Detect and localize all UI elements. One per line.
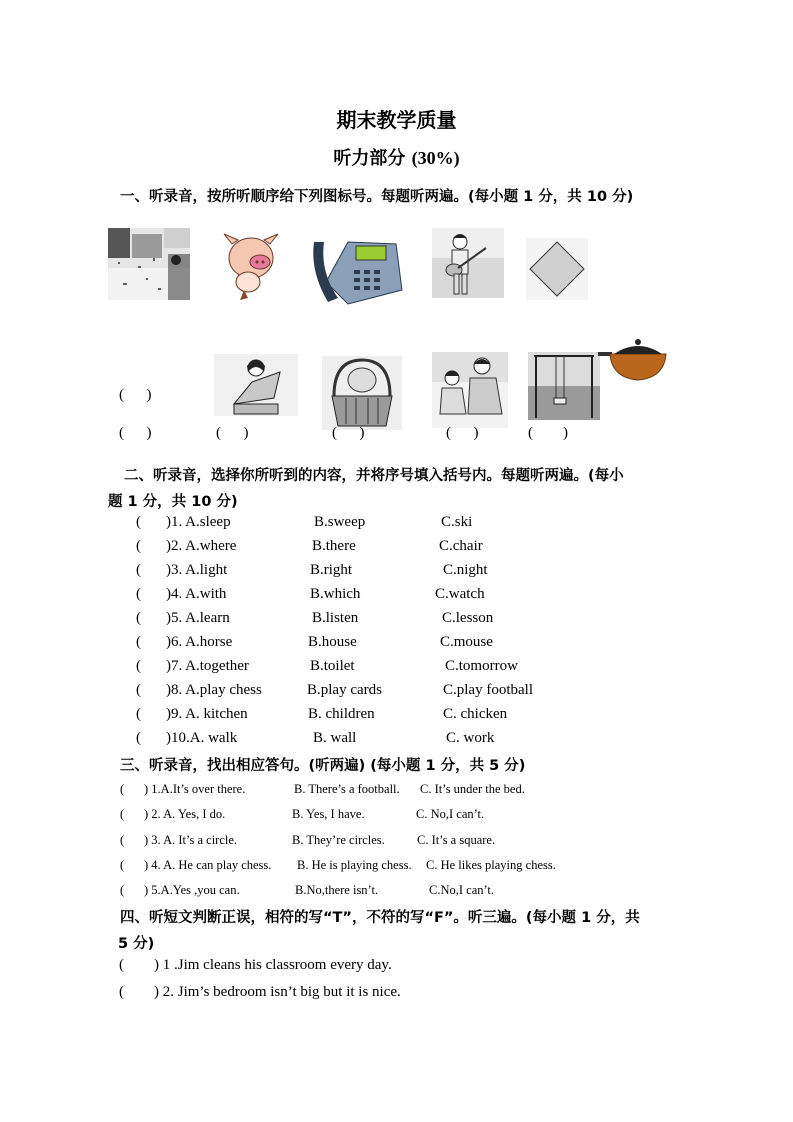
answer-paren[interactable]: ( <box>120 807 125 821</box>
option-a: ) 1.A.It’s over there. <box>144 782 246 796</box>
section-2-heading-line1: 二、听录音，选择你所听到的内容，并将序号填入括号内。每题听两遍。(每小 <box>124 468 624 484</box>
option-a: ) 3. A. It’s a circle. <box>144 833 238 847</box>
telephone-picture <box>308 232 404 306</box>
option-b: B. wall <box>313 730 357 746</box>
option-b: B.right <box>310 562 353 578</box>
answer-blank-2-2[interactable]: ( ) <box>216 425 249 441</box>
answer-paren[interactable]: ( <box>136 706 141 722</box>
answer-blank-2-5[interactable]: ( ) <box>528 425 568 441</box>
answer-paren[interactable]: ( <box>136 682 141 698</box>
answer-paren[interactable]: ( <box>136 730 141 746</box>
option-a: )4. A.with <box>166 586 227 602</box>
option-a: )5. A.learn <box>166 610 230 626</box>
mother-child-picture <box>432 352 508 428</box>
section-2-heading-line2: 题 1 分，共 10 分) <box>108 494 238 510</box>
option-a: )2. A.where <box>166 538 237 554</box>
option-b: B.house <box>308 634 357 650</box>
option-c: C.watch <box>435 586 485 602</box>
answer-paren[interactable]: ( <box>120 782 125 796</box>
option-a: )1. A.sleep <box>166 514 231 530</box>
answer-paren[interactable]: ( <box>136 610 141 626</box>
section-1-heading: 一、听录音，按所听顺序给下列图标号。每题听两遍。(每小题 1 分，共 10 分) <box>120 189 634 205</box>
answer-paren[interactable]: ( <box>120 858 125 872</box>
option-b: B. He is playing chess. <box>297 858 412 872</box>
answer-blank-1-1[interactable]: ( ) <box>119 387 152 403</box>
option-b: B. children <box>308 706 375 722</box>
option-b: B. There’s a football. <box>294 782 400 796</box>
subtitle-text: 听力部分 <box>333 148 406 169</box>
option-a: )8. A.play chess <box>166 682 262 698</box>
option-b: B.sweep <box>314 514 366 530</box>
option-c: C. It’s under the bed. <box>420 782 525 796</box>
option-b: B.which <box>310 586 361 602</box>
option-a: ) 5.A.Yes ,you can. <box>144 883 240 897</box>
option-c: C.ski <box>441 514 473 530</box>
answer-blank-2-1[interactable]: ( ) <box>119 425 152 441</box>
option-a: ) 4. A. He can play chess. <box>144 858 272 872</box>
option-c: C. work <box>446 730 495 746</box>
section-4-heading-line1: 四、听短文判断正误，相符的写“T”，不符的写“F”。听三遍。(每小题 1 分，共 <box>120 910 640 926</box>
answer-paren[interactable]: ( <box>136 562 141 578</box>
option-a: )7. A.together <box>166 658 249 674</box>
option-b: B. Yes, I have. <box>292 807 365 821</box>
answer-blank-2-4[interactable]: ( ) <box>446 425 479 441</box>
option-b: B.No,there isn’t. <box>295 883 379 897</box>
page-subtitle <box>0 144 793 170</box>
option-c: C. chicken <box>443 706 508 722</box>
option-c: C.mouse <box>440 634 493 650</box>
answer-paren[interactable]: ( <box>136 586 141 602</box>
true-false-item[interactable]: ( ) 2. Jim’s bedroom isn’t big but it is nice. <box>119 984 401 1000</box>
option-b: B. They’re circles. <box>292 833 385 847</box>
option-c: C.lesson <box>442 610 494 626</box>
boy-guitar-picture <box>432 228 504 298</box>
classroom-scene-picture <box>108 228 190 300</box>
wok-pan-picture <box>598 336 668 382</box>
dog-in-basket-picture <box>322 356 402 430</box>
option-a: )9. A. kitchen <box>166 706 248 722</box>
option-a: )3. A.light <box>166 562 228 578</box>
answer-paren[interactable]: ( <box>136 634 141 650</box>
subtitle-percentage: (30%) <box>411 148 460 168</box>
section-4-heading-line2: 5 分) <box>118 936 155 952</box>
option-c: C.chair <box>439 538 483 554</box>
answer-paren[interactable]: ( <box>120 883 125 897</box>
option-c: C.No,I can’t. <box>429 883 495 897</box>
option-a: )10.A. walk <box>166 730 238 746</box>
option-b: B.toilet <box>310 658 355 674</box>
pig-picture <box>218 230 284 302</box>
answer-paren[interactable]: ( <box>120 833 125 847</box>
girl-reading-picture <box>214 354 298 416</box>
page-title: 期末教学质量 <box>336 108 457 132</box>
answer-paren[interactable]: ( <box>136 658 141 674</box>
answer-paren[interactable]: ( <box>136 514 141 530</box>
answer-blank-2-3[interactable]: ( ) <box>332 425 365 441</box>
option-a: )6. A.horse <box>166 634 233 650</box>
option-c: C. No,I can’t. <box>416 807 485 821</box>
section-3-heading: 三、听录音，找出相应答句。(听两遍) (每小题 1 分，共 5 分) <box>120 758 526 774</box>
option-b: B.play cards <box>307 682 382 698</box>
option-b: B.there <box>312 538 356 554</box>
option-c: C.tomorrow <box>445 658 518 674</box>
true-false-item[interactable]: ( ) 1 .Jim cleans his classroom every day. <box>119 957 392 973</box>
option-a: ) 2. A. Yes, I do. <box>144 807 226 821</box>
option-b: B.listen <box>312 610 359 626</box>
option-c: C. It’s a square. <box>417 833 496 847</box>
option-c: C.play football <box>443 682 533 698</box>
diamond-shape-picture <box>526 238 588 300</box>
option-c: C.night <box>443 562 488 578</box>
swing-picture <box>528 352 600 420</box>
answer-paren[interactable]: ( <box>136 538 141 554</box>
option-c: C. He likes playing chess. <box>426 858 556 872</box>
